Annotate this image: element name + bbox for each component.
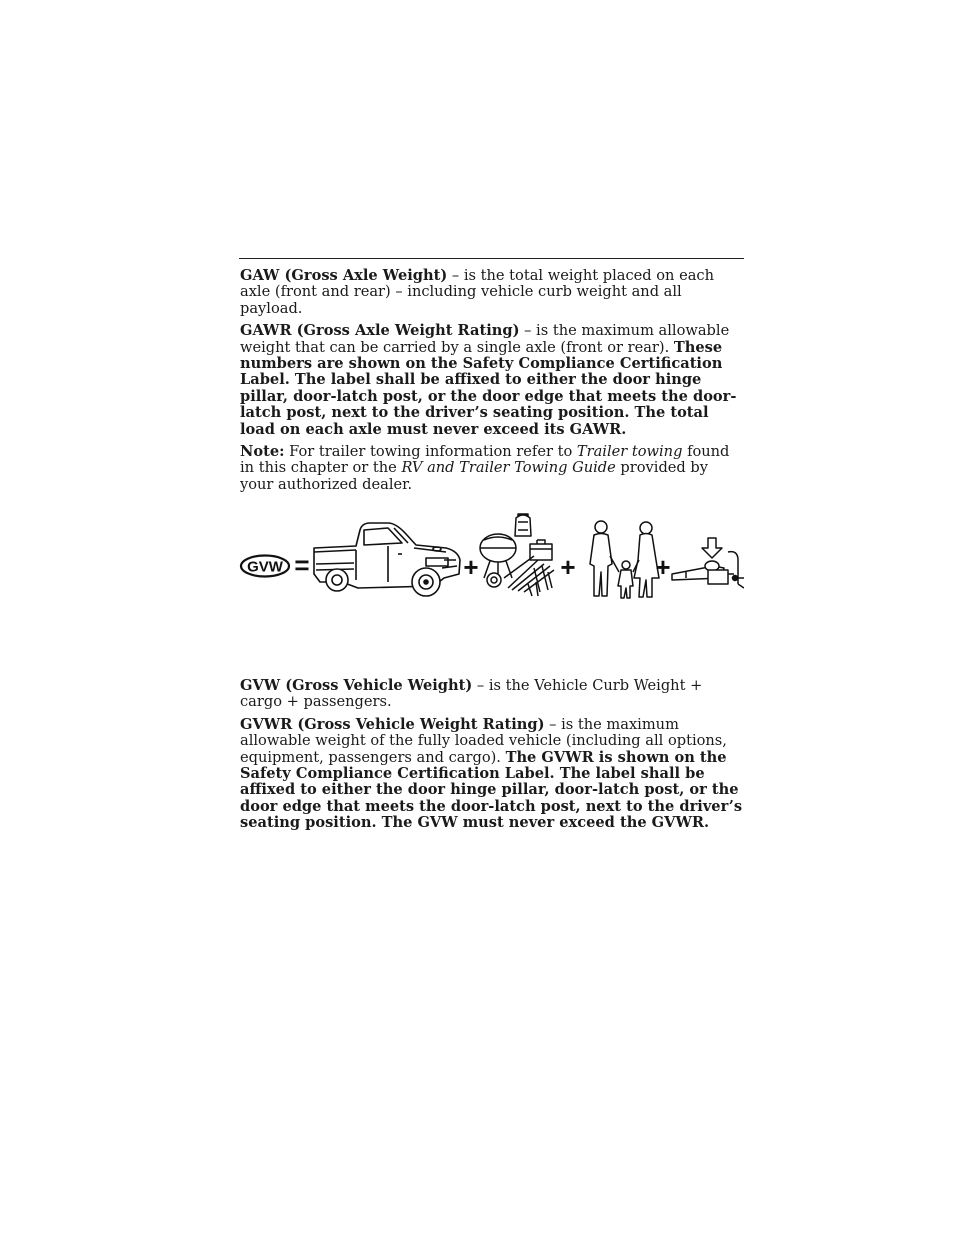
gvw-badge (241, 556, 289, 577)
plus-sign-1: + (463, 552, 479, 582)
gvwr-term: GVWR (Gross Vehicle Weight Rating) (240, 715, 545, 733)
gvwr-warning: The GVWR is shown on the Safety Compliance Certification Label. The label shall be affixed to either the door hinge pillar, door-latch post, or the door edge that meets the door-latch post, next to the driver’s seating position. The GVW must never exceed the GVWR. (240, 748, 743, 832)
gvw-illustration-svg (238, 508, 744, 604)
note-text-2: found in this chapter or the (240, 443, 730, 477)
gawr-term: GAWR (Gross Axle Weight Rating) (240, 322, 520, 340)
definitions-bottom (240, 678, 744, 838)
gvw-badge-label: GVW (247, 558, 283, 576)
note-label: Note: (240, 443, 285, 461)
definitions-top (240, 268, 744, 499)
gawr-definition (240, 323, 744, 438)
gaw-term: GAW (Gross Axle Weight) (240, 267, 448, 284)
plus-sign-2: + (560, 552, 576, 582)
gawr-warning: These numbers are shown on the Safety Compliance Certification Label. The label shall be affixed to either the door hinge pillar, door-latch post, or the door edge that meets the door-latch post, next to the driver’s seating position. The total load on each axle must never exceed its GAWR. (240, 338, 737, 438)
note-ref-rv-guide: RV and Trailer Towing Guide (401, 459, 616, 477)
passengers-icon (590, 521, 659, 598)
towing-note (240, 444, 744, 493)
gvw-text: – is the Vehicle Curb Weight + cargo + passengers. (240, 677, 703, 711)
note-text-3: provided by your authorized dealer. (240, 459, 708, 493)
note-ref-trailer-towing: Trailer towing (576, 443, 683, 461)
section-rule (239, 258, 744, 259)
gawr-text: – is the maximum allowable weight that can be carried by a single axle (front or rear). (240, 322, 730, 356)
gvw-term: GVW (Gross Vehicle Weight) (240, 677, 473, 694)
note-text-1: For trailer towing information refer to (284, 443, 577, 461)
equals-sign: = (294, 550, 310, 580)
gvw-definition (240, 678, 744, 711)
gaw-text: – is the total weight placed on each axle (front and rear) – including vehicle curb weight and all payload. (240, 267, 714, 317)
gvw-illustration (238, 508, 744, 604)
cargo-icon (480, 514, 554, 596)
pickup-truck-icon (314, 523, 460, 596)
gvwr-text: – is the maximum allowable weight of the fully loaded vehicle (including all options, equipment, passengers and cargo). (240, 715, 727, 766)
gaw-definition (240, 268, 744, 317)
gvwr-definition (240, 717, 744, 832)
plus-sign-3: + (655, 552, 671, 582)
trailer-hitch-icon (672, 538, 744, 588)
